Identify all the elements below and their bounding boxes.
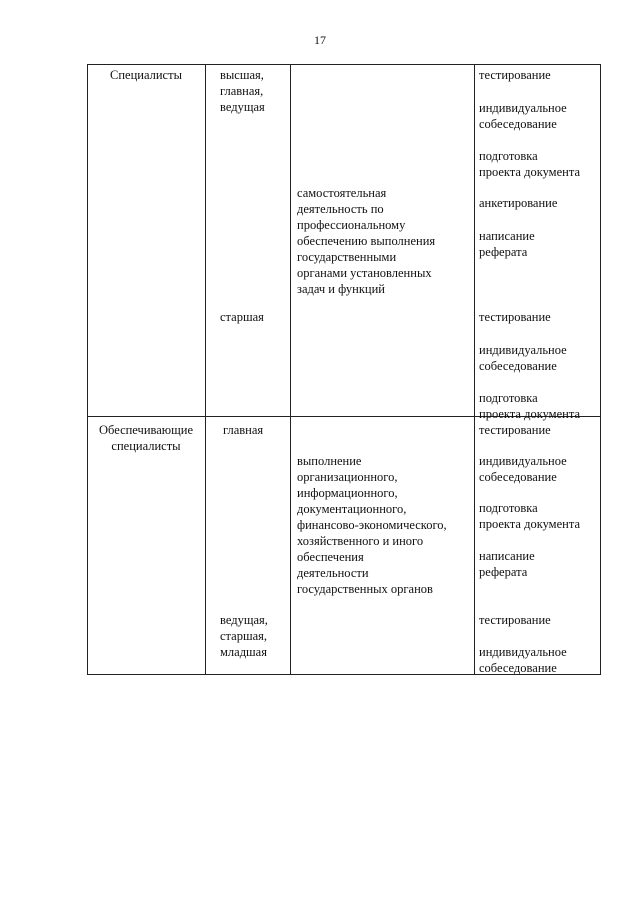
method-item: подготовка проекта документа bbox=[479, 149, 580, 179]
column-divider-2 bbox=[290, 64, 291, 675]
level-cell: ведущая, старшая, младшая bbox=[220, 613, 268, 659]
method-item: индивидуальное собеседование bbox=[479, 454, 567, 484]
column-divider-3 bbox=[474, 64, 475, 675]
method-item: написание реферата bbox=[479, 549, 535, 579]
method-item: индивидуальное собеседование bbox=[479, 645, 567, 675]
level-cell: высшая, главная, ведущая bbox=[220, 68, 265, 114]
function-cell: самостоятельная деятельность по профессиональному обеспечению выполнения государственными органами установленных задач и функций bbox=[297, 186, 436, 296]
method-item: тестирование bbox=[479, 310, 551, 324]
table-border-right bbox=[600, 64, 601, 675]
column-divider-1 bbox=[205, 64, 206, 675]
category-cell: Обеспечивающие специалисты bbox=[98, 423, 194, 453]
method-item: написание реферата bbox=[479, 229, 535, 259]
level-cell: главная bbox=[223, 423, 264, 437]
page-number: 17 bbox=[314, 33, 326, 47]
function-cell: выполнение организационного, информационного, документационного, финансово-экономического, хозяйственного и иного обеспечения деятельности государственных органов bbox=[297, 454, 447, 596]
method-item: подготовка проекта документа bbox=[479, 391, 580, 421]
method-item: анкетирование bbox=[479, 196, 558, 210]
table-border-left bbox=[87, 64, 88, 675]
category-cell: Специалисты bbox=[110, 68, 182, 82]
table-border-top bbox=[87, 64, 601, 65]
method-item: индивидуальное собеседование bbox=[479, 101, 567, 131]
method-item: индивидуальное собеседование bbox=[479, 343, 567, 373]
level-cell: старшая bbox=[220, 310, 264, 324]
method-item: тестирование bbox=[479, 68, 551, 82]
method-item: тестирование bbox=[479, 423, 551, 437]
method-item: подготовка проекта документа bbox=[479, 501, 580, 531]
qualification-table bbox=[87, 64, 601, 675]
method-item: тестирование bbox=[479, 613, 551, 627]
